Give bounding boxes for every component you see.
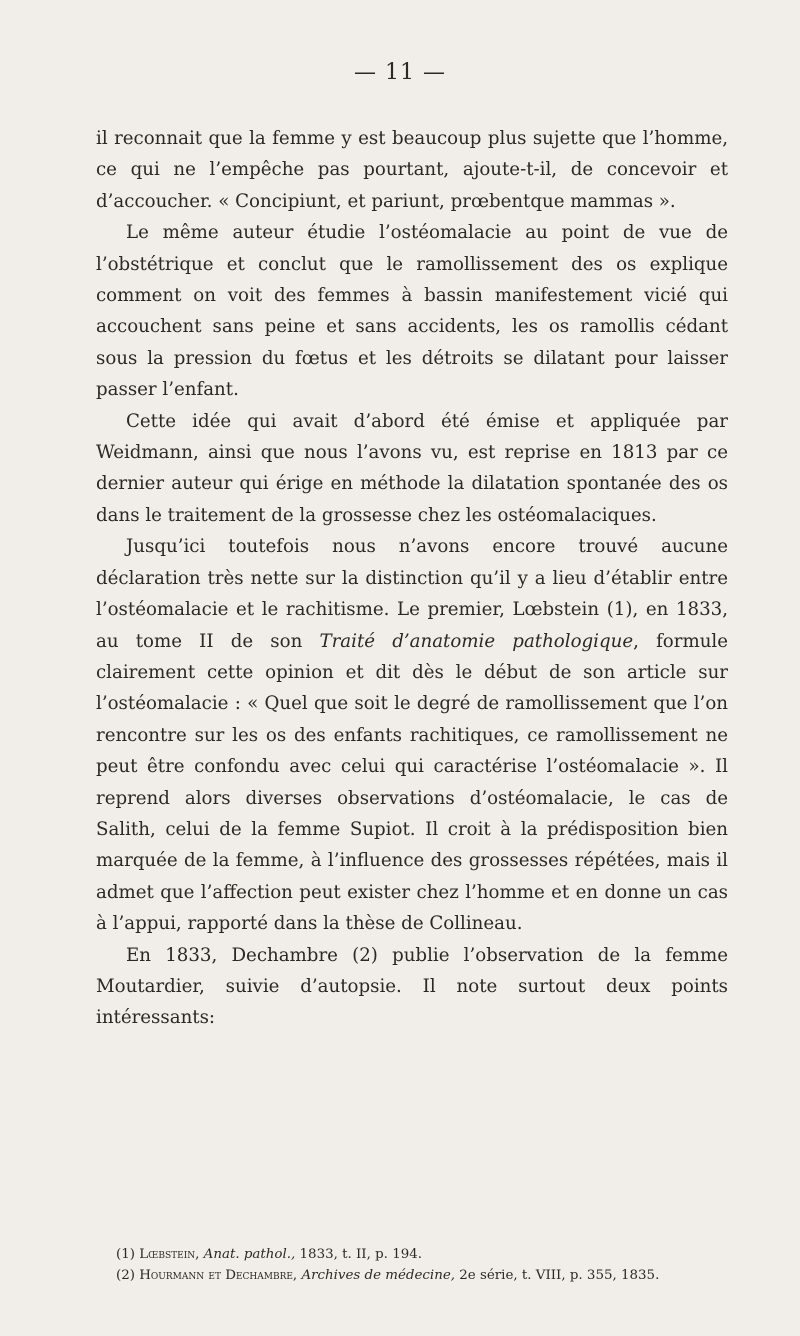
paragraph-text: Jusqu’ici toutefois nous n’avons encore trouvé aucune déclaration très nette sur la distinction qu’il y a lieu d’établir entre l’ostéomalacie et le rachitisme. Le premier, Lœbstein (1), en 1833, au tome II de son bbox=[96, 536, 728, 652]
paragraph-text: , formule clairement cette opinion et dit dès le début de son article sur l’ostéomalacie : « Quel que soit le degré de ramollissement que l’on rencontre sur les os des enfants rachitiques, ce ramollissement ne peut être confondu avec celui qui caractérise l’ostéomalacie ». Il reprend alors diverses observations d’ostéomalacie, le cas de Salith, celui de la femme Supiot. Il croit à la prédisposition bien marquée de la femme, à l’influence des grossesses répétées, mais il admet que l’affection peut exister chez l’homme et en donne un cas à l’appui, rapporté dans la thèse de Collineau. bbox=[96, 630, 728, 935]
page-number: — 11 — bbox=[354, 60, 446, 85]
paragraph-1 bbox=[96, 123, 728, 217]
book-title: Traité d’anatomie pathologique bbox=[319, 630, 634, 652]
paragraph-5 bbox=[96, 940, 728, 1034]
footnotes bbox=[96, 1244, 728, 1286]
paragraph-text: En 1833, Dechambre (2) publie l’observation de la femme Moutardier, suivie d’autopsie. Il note surtout deux points intéressants: bbox=[96, 944, 728, 1029]
footnote-1 bbox=[96, 1244, 728, 1265]
paragraph-3 bbox=[96, 406, 728, 532]
paragraph-text: Le même auteur étudie l’ostéomalacie au point de vue de l’obstétrique et conclut que le ramollissement des os explique comment on voit des femmes à bassin manifestement vicié qui accouchent sans peine et sans accidents, les os ramollis cédant sous la pression du fœtus et les détroits se dilatant pour laisser passer l’enfant. bbox=[96, 222, 728, 401]
footnote-author: Hourmann et Dechambre, bbox=[139, 1268, 298, 1283]
paragraph-text: Cette idée qui avait d’abord été émise et appliquée par Weidmann, ainsi que nous l’avons vu, est reprise en 1813 par ce dernier auteur qui érige en méthode la dilatation spontanée des os dans le traitement de la grossesse chez les ostéomalaciques. bbox=[96, 410, 728, 526]
paragraph-text: il reconnait que la femme y est beaucoup plus sujette que l’homme, ce qui ne l’empêche pas pourtant, ajoute-t-il, de concevoir et d’accoucher. « Concipiunt, et pariunt, prœbentque mammas ». bbox=[96, 128, 728, 212]
footnote-number: (1) bbox=[116, 1247, 135, 1262]
footnote-details: 2e série, t. VIII, p. 355, 1835. bbox=[459, 1268, 660, 1283]
footnote-work: Archives de médecine, bbox=[301, 1268, 456, 1283]
paragraph-2 bbox=[96, 217, 728, 405]
footnote-author: Lœbstein, bbox=[139, 1247, 200, 1262]
footnote-work: Anat. pathol., bbox=[203, 1247, 296, 1262]
footnote-number: (2) bbox=[116, 1268, 135, 1283]
body-text bbox=[96, 123, 728, 1034]
footnote-2 bbox=[96, 1265, 728, 1286]
footnote-details: 1833, t. II, p. 194. bbox=[299, 1247, 423, 1262]
paragraph-4 bbox=[96, 531, 728, 939]
